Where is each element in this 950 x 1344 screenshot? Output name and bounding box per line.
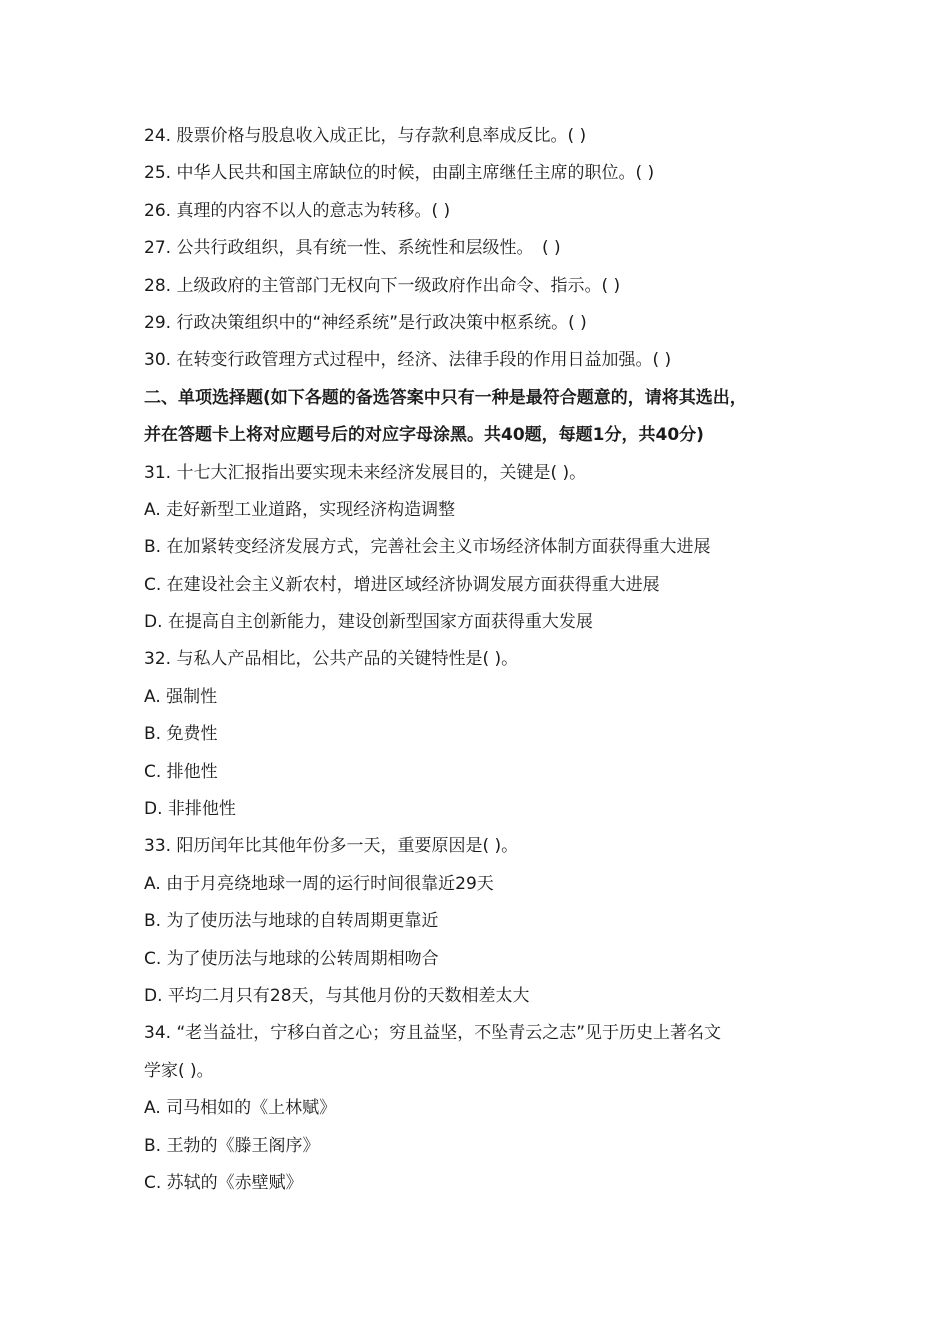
- question-34-stem-line-1: 34. “老当益壮，宁移白首之心；穷且益坚，不坠青云之志”见于历史上著名文: [144, 1023, 722, 1044]
- judgment-item-26: [144, 193, 834, 230]
- question-31-option-a: A. 走好新型工业道路，实现经济构造调整: [144, 499, 456, 520]
- question-31-option-d: D. 在提高自主创新能力，建设创新型国家方面获得重大发展: [144, 612, 593, 633]
- question-32-option-d: D. 非排他性: [144, 799, 236, 820]
- question-33-option-c: C. 为了使历法与地球的公转周期相吻合: [144, 948, 439, 969]
- item-text: 上级政府的主管部门无权向下一级政府作出命令、指示。( ): [176, 275, 621, 296]
- question-34-stem-line-2: 学家( )。: [144, 1060, 214, 1081]
- section-heading-line-2: 并在答题卡上将对应题号后的对应字母涂黑。共40题，每题1分，共40分): [144, 425, 704, 446]
- question-33-option-b: B. 为了使历法与地球的自转周期更靠近: [144, 911, 439, 932]
- item-number: 29.: [144, 312, 172, 333]
- item-text: 股票价格与股息收入成正比，与存款利息率成反比。( ): [176, 126, 587, 146]
- item-number: 28.: [144, 275, 172, 296]
- question-32-option-b: B. 免费性: [144, 724, 218, 745]
- question-34-option-c: C. 苏轼的《赤壁赋》: [144, 1172, 303, 1193]
- page-content: [144, 118, 834, 1202]
- section-heading-line-1: 二、单项选择题(如下各题的备选答案中只有一种是最符合题意的，请将其选出，: [144, 387, 747, 408]
- judgment-item-25: [144, 155, 834, 192]
- question-31-option-b: B. 在加紧转变经济发展方式，完善社会主义市场经济体制方面获得重大进展: [144, 537, 711, 558]
- question-32-option-c: C. 排他性: [144, 761, 218, 782]
- item-text: 在转变行政管理方式过程中，经济、法律手段的作用日益加强。( ): [176, 350, 672, 371]
- judgment-item-28: [144, 268, 834, 305]
- question-32-stem: 32. 与私人产品相比，公共产品的关键特性是( )。: [144, 649, 519, 670]
- judgment-item-29: [144, 305, 834, 342]
- question-31-stem: 31. 十七大汇报指出要实现未来经济发展目的，关键是( )。: [144, 462, 587, 483]
- judgment-item-27: [144, 230, 834, 267]
- question-33-option-a: A. 由于月亮绕地球一周的运行时间很靠近29天: [144, 873, 494, 894]
- item-text: 真理的内容不以人的意志为转移。( ): [176, 200, 451, 221]
- item-number: 26.: [144, 200, 172, 221]
- question-33-stem: 33. 阳历闰年比其他年份多一天，重要原因是( )。: [144, 836, 519, 857]
- item-number: 25.: [144, 163, 172, 184]
- item-text: 行政决策组织中的“神经系统”是行政决策中枢系统。( ): [176, 312, 587, 333]
- judgment-item-24: [144, 118, 834, 155]
- question-31-option-c: C. 在建设社会主义新农村，增进区域经济协调发展方面获得重大进展: [144, 574, 660, 595]
- item-text: 中华人民共和国主席缺位的时候，由副主席继任主席的职位。( ): [176, 163, 655, 184]
- question-34-option-a: A. 司马相如的《上林赋》: [144, 1098, 337, 1119]
- judgment-item-30: [144, 342, 834, 379]
- question-33-option-d: D. 平均二月只有28天，与其他月份的天数相差太大: [144, 985, 530, 1006]
- question-34-option-b: B. 王勃的《滕王阁序》: [144, 1135, 320, 1156]
- item-number: 30.: [144, 350, 172, 371]
- item-text: 公共行政组织，具有统一性、系统性和层级性。 ( ): [176, 238, 561, 259]
- item-number: 27.: [144, 238, 172, 259]
- item-number: 24.: [144, 126, 172, 146]
- question-32-option-a: A. 强制性: [144, 686, 218, 707]
